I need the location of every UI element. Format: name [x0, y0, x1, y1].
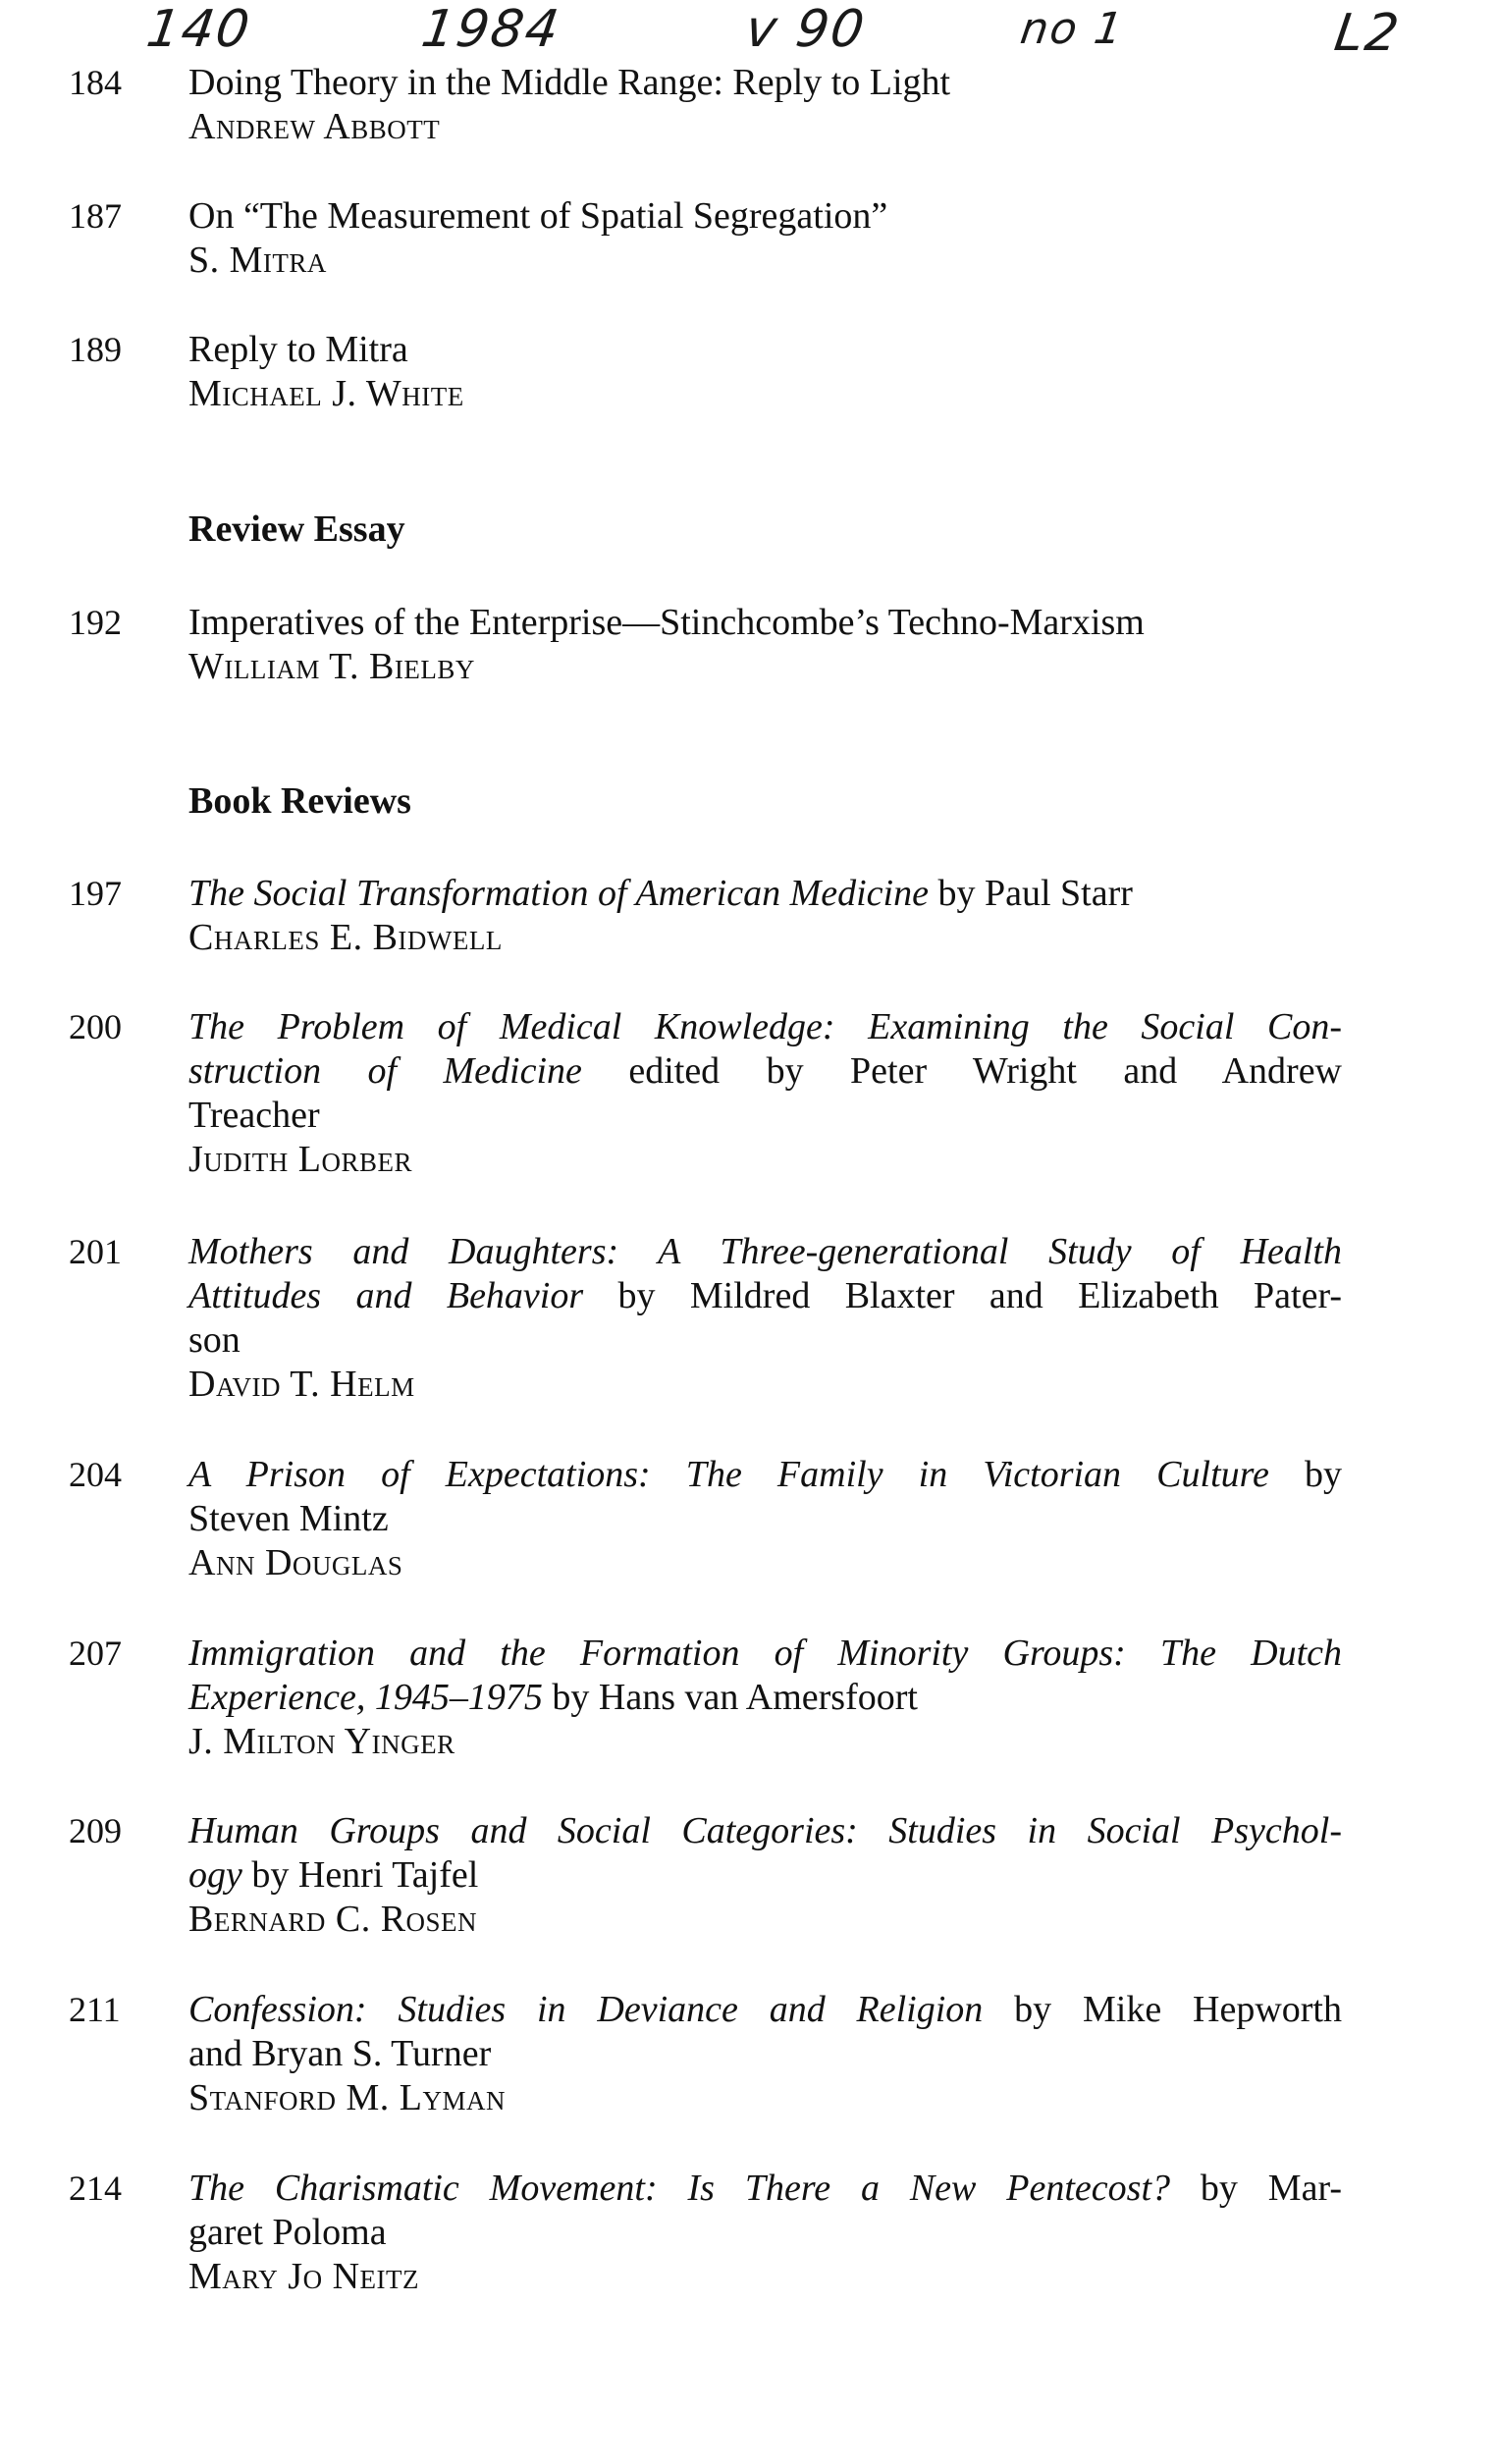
- page-number: 197: [69, 874, 122, 913]
- book-title-italic: The Social Transformation of American Medicine: [188, 873, 929, 914]
- entry-author: Mary Jo Neitz: [188, 2256, 420, 2297]
- book-title-italic: Confession: Studies in Deviance and Religion: [188, 1989, 984, 2030]
- entry-author: Charles E. Bidwell: [188, 917, 503, 958]
- entry-title-line: [188, 1632, 1342, 1676]
- entry-author: Bernard C. Rosen: [188, 1899, 478, 1940]
- entry-title-line: [188, 872, 1342, 916]
- book-title-italic: Attitudes and Behavior: [188, 1275, 584, 1316]
- entry-author: J. Milton Yinger: [188, 1721, 455, 1762]
- entry-title-line: [188, 2211, 1342, 2255]
- book-title-italic: The Problem of Medical Knowledge: Examining the Social Con-: [188, 1006, 1342, 1047]
- page-number: 200: [69, 1007, 122, 1046]
- entry-author: Judith Lorber: [188, 1139, 412, 1180]
- entry-title-line: [188, 2032, 1342, 2076]
- book-credit-text: by: [1268, 1454, 1342, 1495]
- entry-title-line: [188, 1230, 1342, 1274]
- handwritten-mark: 1984: [417, 0, 564, 59]
- entry-author: David T. Helm: [188, 1364, 415, 1405]
- book-credit-text: by Henri Tajfel: [241, 1854, 479, 1896]
- page-number: 184: [69, 63, 122, 102]
- book-title-italic: Mothers and Daughters: A Three-generational Study of Health: [188, 1231, 1342, 1272]
- entry-title: Reply to Mitra: [188, 329, 408, 370]
- book-credit-text: by Paul Starr: [928, 873, 1133, 914]
- book-credit-text: Treacher: [188, 1095, 320, 1136]
- handwritten-mark: v 90: [741, 0, 870, 59]
- entry-author: S. Mitra: [188, 240, 327, 281]
- handwritten-mark: 140: [142, 0, 255, 59]
- page-number: 204: [69, 1455, 122, 1494]
- section-heading-book-reviews: Book Reviews: [188, 780, 411, 822]
- book-credit-text: by Hans van Amersfoort: [542, 1677, 918, 1718]
- handwritten-mark: L2: [1330, 4, 1405, 63]
- page-number: 187: [69, 196, 122, 236]
- book-credit-text: by Mar-: [1170, 2168, 1342, 2209]
- book-credit-text: edited by Peter Wright and Andrew: [581, 1050, 1343, 1092]
- entry-title-line: [188, 1853, 1342, 1898]
- entry-title-line: [188, 2167, 1342, 2211]
- entry-title: Doing Theory in the Middle Range: Reply to Light: [188, 62, 951, 103]
- entry-title-line: [188, 1676, 1342, 1720]
- book-title-italic: Human Groups and Social Categories: Studies in Social Psychol-: [188, 1810, 1342, 1851]
- book-credit-text: by Mike Hepworth: [983, 1989, 1342, 2030]
- page-number: 189: [69, 330, 122, 369]
- entry-title-line: [188, 1049, 1342, 1094]
- entry-title-line: [188, 1497, 1342, 1541]
- book-credit-text: garet Poloma: [188, 2212, 387, 2253]
- page-number: 192: [69, 603, 122, 642]
- entry-author: Stanford M. Lyman: [188, 2077, 506, 2118]
- page-number: 207: [69, 1634, 122, 1673]
- entry-title-line: [188, 1988, 1342, 2032]
- entry-title-line: [188, 1318, 1342, 1363]
- entry-title: Imperatives of the Enterprise—Stinchcombe’s Techno-Marxism: [188, 602, 1145, 643]
- book-title-italic: ogy: [188, 1854, 242, 1896]
- book-credit-text: and Bryan S. Turner: [188, 2033, 492, 2074]
- book-title-italic: The Charismatic Movement: Is There a New Pentecost?: [188, 2168, 1171, 2209]
- handwritten-mark: no 1: [1017, 4, 1128, 54]
- page-number: 209: [69, 1811, 122, 1850]
- entry-title: On “The Measurement of Spatial Segregation”: [188, 195, 888, 237]
- book-title-italic: struction of Medicine: [188, 1050, 582, 1092]
- entry-title-line: [188, 1809, 1342, 1853]
- entry-title-line: [188, 1453, 1342, 1497]
- page-number: 211: [69, 1990, 121, 2029]
- book-credit-text: son: [188, 1319, 241, 1361]
- entry-author: Michael J. White: [188, 373, 464, 414]
- entry-author: William T. Bielby: [188, 646, 475, 687]
- entry-author: Andrew Abbott: [188, 106, 441, 147]
- entry-author: Ann Douglas: [188, 1542, 403, 1583]
- book-title-italic: A Prison of Expectations: The Family in Victorian Culture: [188, 1454, 1269, 1495]
- entry-title-line: [188, 1094, 1342, 1138]
- book-title-italic: Immigration and the Formation of Minority Groups: The Dutch: [188, 1633, 1342, 1674]
- book-credit-text: by Mildred Blaxter and Elizabeth Pater-: [583, 1275, 1342, 1316]
- book-credit-text: Steven Mintz: [188, 1498, 389, 1539]
- book-title-italic: Experience, 1945–1975: [188, 1677, 543, 1718]
- page-number: 201: [69, 1232, 122, 1271]
- entry-title-line: [188, 1274, 1342, 1318]
- section-heading-review-essay: Review Essay: [188, 509, 405, 550]
- page-number: 214: [69, 2169, 122, 2208]
- entry-title-line: [188, 1005, 1342, 1049]
